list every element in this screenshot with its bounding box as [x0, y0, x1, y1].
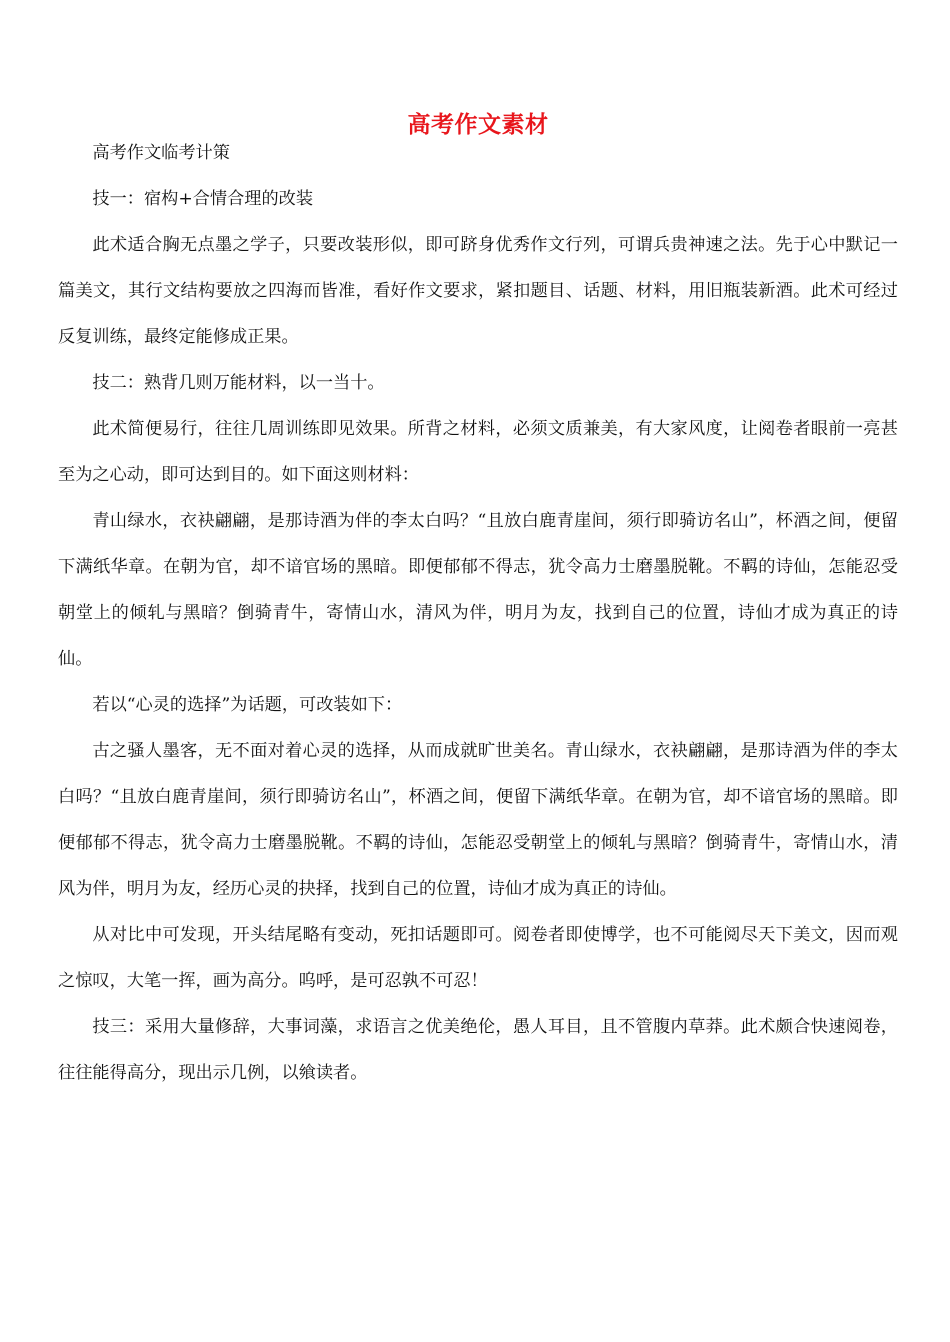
paragraph-subtitle: 高考作文临考计策	[92, 143, 230, 163]
paragraph-technique-three: 技三：采用大量修辞，大事词藻，求语言之优美绝伦，愚人耳目，且不管腹内草莽。此术颇合快速阅卷，往往能得高分，现出示几例，以飨读者。	[58, 1017, 898, 1083]
paragraph-technique-one-heading: 技一：宿构+合情合理的改装	[92, 189, 314, 209]
paragraph-technique-two-body: 此术简便易行，往往几周训练即见效果。所背之材料，必须文质兼美，有大家风度，让阅卷者眼前一亮甚至为之心动，即可达到目的。如下面这则材料：	[58, 419, 898, 485]
paragraph-technique-one-body: 此术适合胸无点墨之学子，只要改装形似，即可跻身优秀作文行列，可谓兵贵神速之法。先于心中默记一篇美文，其行文结构要放之四海而皆准，看好作文要求，紧扣题目、话题、材料，用旧瓶装新酒。此术可经过反复训练，最终定能修成正果。	[58, 235, 898, 347]
paragraph-technique-two-heading: 技二：熟背几则万能材料，以一当十。	[92, 373, 385, 393]
paragraph-adaptation-intro: 若以“心灵的选择”为话题，可改装如下：	[92, 695, 403, 715]
document-page	[58, 108, 898, 1096]
paragraph-sample-material: 青山绿水，衣袂翩翩，是那诗酒为伴的李太白吗？“且放白鹿青崖间，须行即骑访名山”，杯酒之间，便留下满纸华章。在朝为官，却不谙官场的黑暗。即便郁郁不得志，犹令高力士磨墨脱靴。不羁的诗仙，怎能忍受朝堂上的倾轧与黑暗？倒骑青牛，寄情山水，清风为伴，明月为友，找到自己的位置，诗仙才成为真正的诗仙。	[58, 511, 898, 669]
paragraph-adapted-material: 古之骚人墨客，无不面对着心灵的选择，从而成就旷世美名。青山绿水，衣袂翩翩，是那诗酒为伴的李太白吗？“且放白鹿青崖间，须行即骑访名山”，杯酒之间，便留下满纸华章。在朝为官，却不谙官场的黑暗。即便郁郁不得志，犹令高力士磨墨脱靴。不羁的诗仙，怎能忍受朝堂上的倾轧与黑暗？倒骑青牛，寄情山水，清风为伴，明月为友，经历心灵的抉择，找到自己的位置，诗仙才成为真正的诗仙。	[58, 741, 898, 899]
document-title: 高考作文素材	[407, 111, 549, 138]
paragraph-comparison: 从对比中可发现，开头结尾略有变动，死扣话题即可。阅卷者即使博学，也不可能阅尽天下美文，因而观之惊叹，大笔一挥，画为高分。呜呼，是可忍孰不可忍！	[58, 925, 898, 991]
